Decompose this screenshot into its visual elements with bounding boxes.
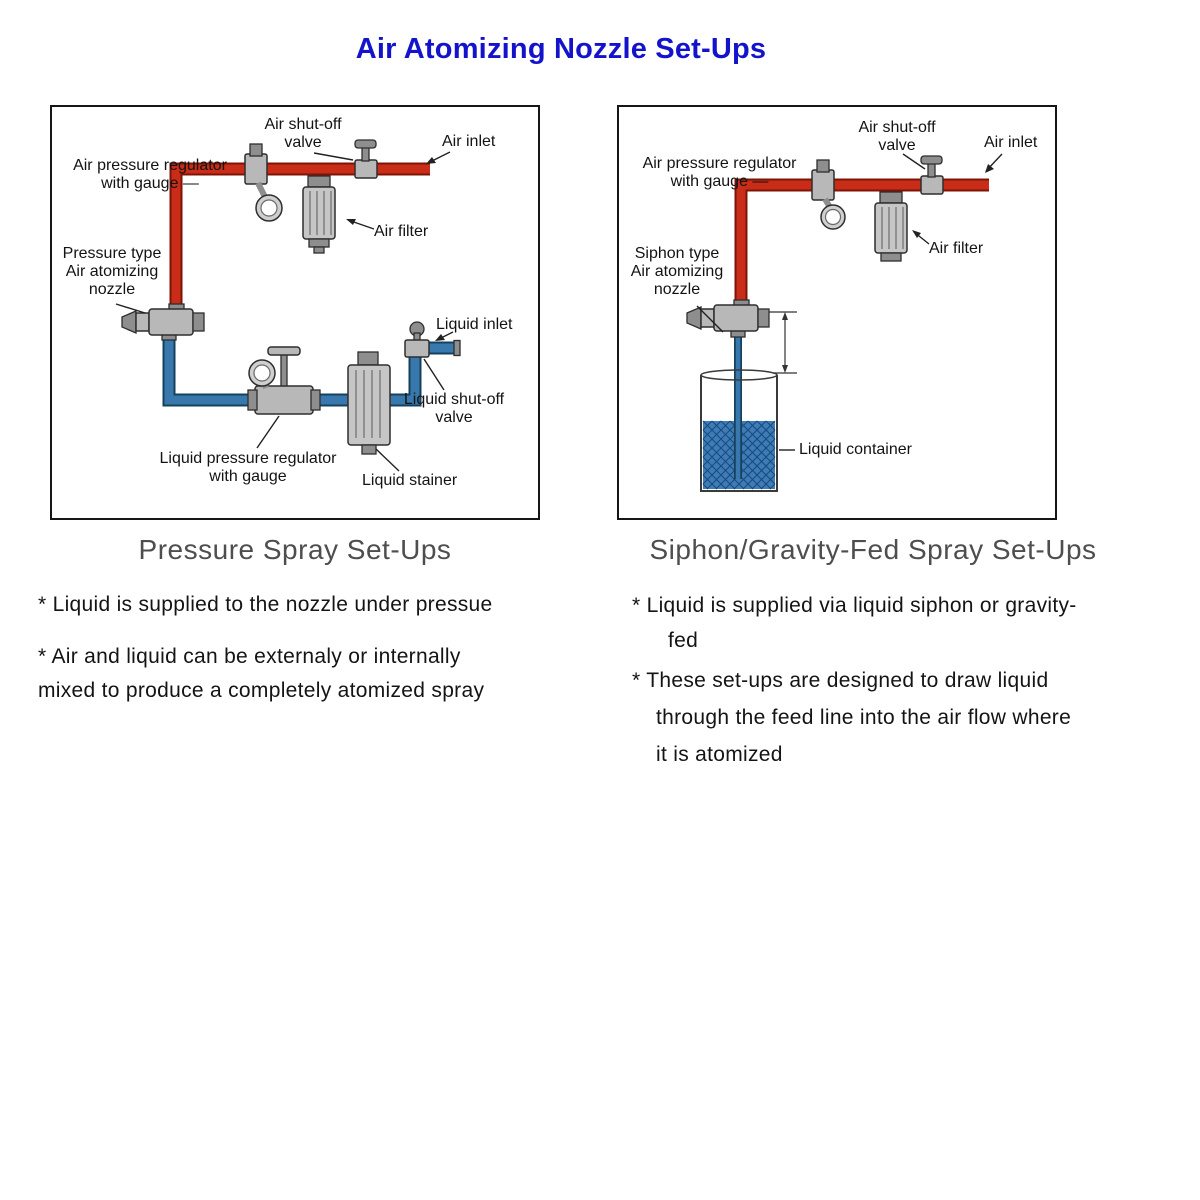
- liquid-strainer: [348, 352, 390, 454]
- label-liquid-container: Liquid container: [799, 441, 912, 458]
- pressure-caption: Pressure Spray Set-Ups: [138, 534, 452, 565]
- air-filter: [303, 176, 335, 253]
- air-pressure-regulator: [812, 160, 845, 229]
- liquid-pressure-regulator: [248, 347, 320, 414]
- pressure-bullet-1: * Liquid is supplied to the nozzle under pressue: [38, 593, 493, 616]
- label-air-pressure-regulator: Air pressure regulator with gauge —: [73, 157, 227, 193]
- label-air-inlet: Air inlet: [984, 134, 1038, 151]
- label-air-filter: Air filter: [374, 223, 429, 240]
- pressure-bullet-2: * Air and liquid can be externaly or internally mixed to produce a completely atomized spray: [38, 645, 485, 702]
- label-air-shutoff-valve: Air shut-off valve: [858, 119, 936, 155]
- label-air-filter: Air filter: [929, 240, 984, 257]
- air-shutoff-valve: [921, 156, 943, 194]
- label-siphon-nozzle: Siphon type Air atomizing nozzle: [630, 245, 724, 299]
- siphon-bullet-1: * Liquid is supplied via liquid siphon or gravity- fed: [632, 594, 1077, 652]
- air-filter: [875, 192, 907, 261]
- pressure-spray-panel: [50, 105, 540, 520]
- liquid-shutoff-valve: [405, 322, 429, 357]
- label-air-shutoff-valve: Air shut-off valve: [264, 116, 342, 152]
- dimension-marks: [769, 312, 797, 373]
- label-liquid-inlet: Liquid inlet: [436, 316, 513, 333]
- siphon-bullet-2: * These set-ups are designed to draw liquid through the feed line into the air flow where it is atomized: [632, 669, 1072, 766]
- label-pressure-nozzle: Pressure type Air atomizing nozzle: [62, 245, 162, 299]
- label-air-pressure-regulator: Air pressure regulator with gauge —: [642, 155, 797, 191]
- label-liquid-shutoff-valve: Liquid shut-off valve: [403, 391, 505, 427]
- air-pressure-regulator: [245, 144, 282, 221]
- label-liquid-pressure-regulator: Liquid pressure regulator with gauge: [159, 450, 337, 486]
- atomizing-nozzle: [687, 300, 769, 337]
- label-liquid-strainer: Liquid stainer: [362, 472, 458, 489]
- siphon-caption: Siphon/Gravity-Fed Spray Set-Ups: [649, 534, 1097, 565]
- page-title: Air Atomizing Nozzle Set-Ups: [355, 33, 767, 65]
- siphon-spray-panel: [617, 105, 1057, 520]
- label-air-inlet: Air inlet: [442, 133, 496, 150]
